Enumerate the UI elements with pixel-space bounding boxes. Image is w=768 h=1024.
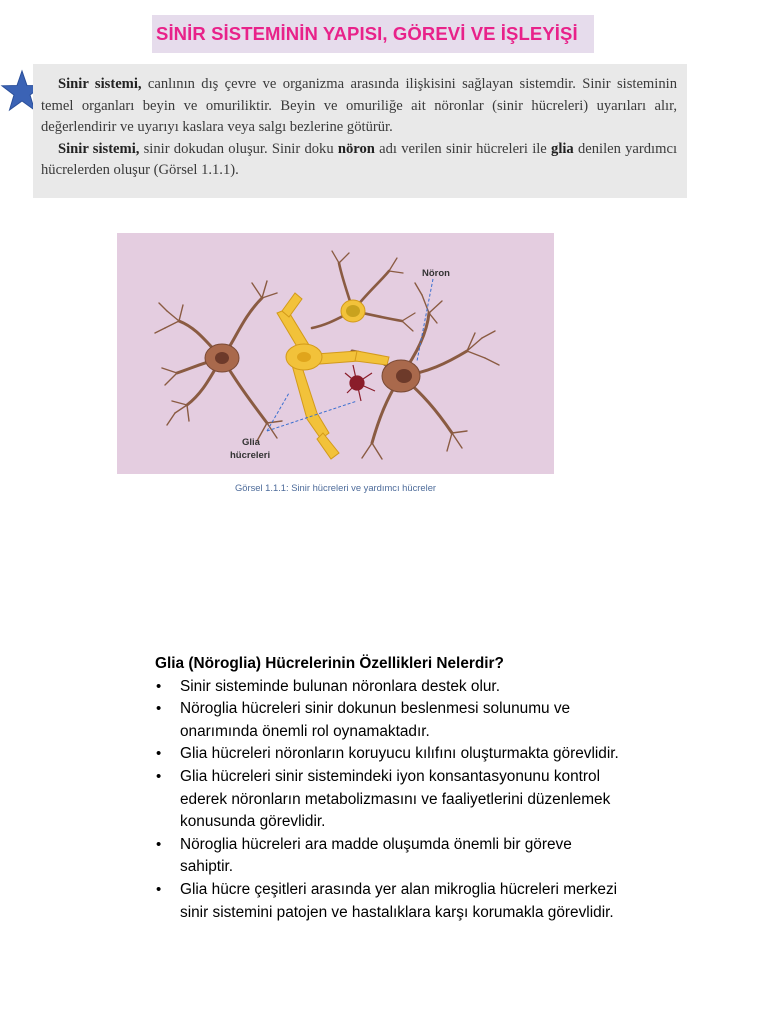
title-banner	[152, 15, 594, 53]
label-noron: Nöron	[422, 268, 450, 279]
glia-heading: Glia (Nöroglia) Hücrelerinin Özellikleri Nelerdir?	[155, 655, 504, 672]
list-item: • Glia hücre çeşitleri arasında yer alan mikroglia hücreleri merkezi sinir sistemini patojen ve hastalıklara karşı korumakla görevlidir.	[155, 879, 625, 924]
intro-p1-text: canlının dış çevre ve organizma arasında ilişkisini sağlayan sistemdir. Sinir sisteminin temel organları beyin ve omuriliktir. Beyin ve omuriliğe ait nöronlar (sinir hücreleri) uyarıları alır, değerlendirir ve uyarıyı kaslara veya salgı bezlerine götürür.	[41, 76, 677, 136]
label-glia-line2: hücreleri	[230, 450, 271, 461]
intro-paragraph-1	[41, 74, 677, 139]
page-title: SİNİR SİSTEMİNİN YAPISI, GÖREVİ VE İŞLEYİŞİ	[156, 23, 578, 44]
glia-section	[155, 653, 625, 924]
list-item: • Nöroglia hücreleri ara madde oluşumda önemli bir göreve sahiptir.	[155, 834, 625, 879]
intro-p2-strong: Sinir sistemi,	[58, 140, 140, 157]
label-glia-line1: Glia	[242, 437, 260, 448]
intro-p2-text-a: sinir dokudan oluşur. Sinir doku	[139, 140, 338, 157]
intro-term-noron: nöron	[337, 140, 375, 157]
glia-properties-list	[155, 676, 625, 925]
list-item: • Nöroglia hücreleri sinir dokunun beslenmesi solunumu ve onarımında önemli rol oynamaktadır.	[155, 698, 625, 743]
intro-paragraph-2	[41, 139, 677, 182]
intro-textbox	[33, 64, 687, 198]
list-item: • Sinir sisteminde bulunan nöronlara destek olur.	[155, 676, 625, 699]
intro-p1-strong: Sinir sistemi,	[58, 76, 142, 92]
intro-p2-text-c: denilen yardımcı hücrelerden oluşur (Görsel 1.1.1).	[41, 140, 677, 179]
figure-caption: Görsel 1.1.1: Sinir hücreleri ve yardımcı hücreler	[234, 482, 437, 493]
list-item: • Glia hücreleri sinir sistemindeki iyon konsantasyonunu kontrol ederek nöronların metabolizmasını ve faaliyetlerini düzenlemek konusunda görevlidir.	[155, 766, 625, 834]
list-item: • Glia hücreleri nöronların koruyucu kılıfını oluşturmakta görevlidir.	[155, 743, 625, 766]
glia-cells	[277, 293, 389, 459]
neuron-top	[312, 251, 415, 331]
intro-term-glia: glia	[551, 140, 574, 157]
intro-p2-text-b: adı verilen sinir hücreleri ile	[374, 140, 552, 157]
neuron-illustration	[117, 233, 554, 474]
microglia-cell	[345, 365, 375, 401]
neuron-right	[352, 283, 499, 459]
